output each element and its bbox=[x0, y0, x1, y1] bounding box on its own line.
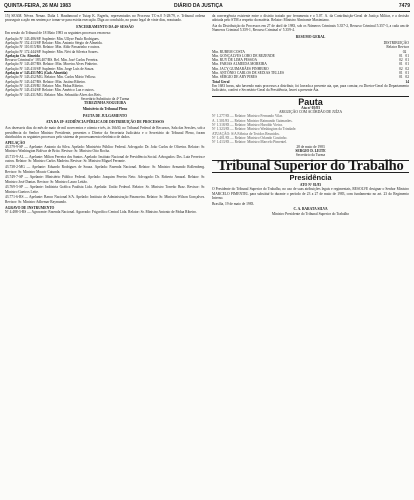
row-name: Min. JACY GUIMARÃES PINHEIRO bbox=[212, 66, 269, 71]
summary-heading: RESUMO GERAL bbox=[295, 34, 326, 39]
section-heading: Ministério do Tribunal Pleno bbox=[82, 107, 128, 112]
subsection-heading: Apelação Cív. Almeida bbox=[5, 53, 40, 58]
subsection-heading: Apelação nº 143.451/MG (Gab. Almeida) bbox=[5, 71, 68, 76]
row-name: Min. SÉRGIO DE ARY PIRES bbox=[212, 75, 258, 80]
row-name: Min. ANTÔNIO CARLOS DE SEIXAS TELLES bbox=[212, 71, 285, 76]
pauta-subheading: Ata nº 05/83 bbox=[301, 105, 320, 110]
row-values: 02 01 bbox=[399, 58, 409, 63]
left-column bbox=[5, 14, 205, 216]
right-column bbox=[212, 14, 409, 216]
subsection-heading: AGRAVO DE INSTRUMENTO bbox=[5, 205, 55, 210]
appeal-entry: 43.715-9-AL — Apelante: Milton Ferreira dos Santos. Apelado: Instituto Nacional de Previdência Social. Advogados: Drs. Luiz Ferreira e outros. Relator: Sr. Ministro Carlos Madeira. Revisor: Sr. Ministro Miguel Ferrante. bbox=[5, 155, 205, 164]
section-heading: PAUTA DE JULGAMENTO bbox=[82, 113, 128, 118]
entry-line: Apelação Nº 143.431/MG. Relator: Min. Sebastião Alves dos Reis. bbox=[5, 92, 102, 97]
appeal-entry: 43.579-9-SP — Apelante: Antonio da Silva. Apelado: Ministério Público Federal. Advogado: Dr. João Carlos de Oliveira. Relator: Sr. Ministro Washington Bolívar de Brito. Revisor: Sr. Ministro Otto Rocha. bbox=[5, 145, 205, 154]
pauta-date: 28 de maio de 1983 bbox=[296, 144, 325, 149]
table-header: DISTRIBUIÇÃO bbox=[383, 40, 409, 45]
entry-line: Recurso Criminal nº 183.407/RS. Rel. Min. José Carlos Ferreira. bbox=[5, 58, 99, 63]
entry-line: Apelação Nº 143.486/SP. Suplente: Min. Ullyse Paulo Rodrigues. bbox=[5, 36, 100, 41]
signature-name: TEREZINHA NOGUEIRA bbox=[83, 101, 127, 106]
signature-title: Ministro Presidente do Tribunal Superior do Trabalho bbox=[271, 211, 350, 216]
header-title: DIÁRIO DA JUSTIÇA bbox=[174, 3, 223, 9]
entry-line: Apelação Nº 143.407/RS. Relator: Min. Moreira Alves Pinheiro. bbox=[5, 62, 98, 67]
row-values: 02 02 bbox=[399, 66, 409, 71]
row-values: 01 01 bbox=[399, 53, 409, 58]
row-name: Min. RUY DE LIMA PESSOA bbox=[212, 58, 258, 63]
row-values: 01 01 bbox=[399, 71, 409, 76]
session-paragraph: Em sessão do Tribunal de 18 Maio 1983 os seguintes processos em mesa: bbox=[5, 30, 111, 35]
header-page-number: 7479 bbox=[398, 3, 410, 9]
pauta-entry: A. 1.301/83 — Relator: Ministro Raimundo Guimarães. bbox=[212, 118, 293, 123]
minutes-paragraph: Aos dezesseis dias do mês de maio de mil novecentos e oitenta e três, às 16h30, no Tribunal Federal de Recursos, Sala das Sessões, sob a presidência do Senhor Ministro Presidente, presentes o Diretor da Secretaria Judiciária e o Secretário do Tribunal Pleno, foram distribuídos os seguintes processos pelo sistema de processamento eletrônico de dados. bbox=[5, 126, 205, 139]
entry-line: Apelação Nº 143.434/SP. Relator: Min. Américo Luz e outros. bbox=[5, 88, 95, 93]
signature-title: Secretário Substituto da 4ª Turma bbox=[80, 96, 130, 101]
act-date: Brasília, 19 de maio de 1983. bbox=[212, 201, 255, 206]
pauta-entry: Nº 1.323/83 — Relator: Ministro Washington da Trindade. bbox=[212, 127, 297, 132]
entry-line: Apelação Nº 152.413/SP. Relator: Min. Antonio Sérgio de Almeida. bbox=[5, 40, 103, 45]
closing-paragraph: Em 1683 horas, não havendo mais processos a distribuir, foi lavrada a presente ata, que, para constar, eu Diretor-Geral do Departamento Judiciário, conferi e Secretário-Geral da Presidência, lavrei a presente Ata. bbox=[212, 83, 409, 93]
signature-title: Secretário da Turma bbox=[295, 153, 326, 158]
appeal-entry: 43.749-7-SP — Apelante: Ministério Público Federal. Apelado: Joaquim Pereira Neto. Advogado: Dr. Roberto Amaral. Relator: Sr. Ministro José Dantas. Revisor: Sr. Ministro Lauro Leitão. bbox=[5, 175, 205, 184]
distribution-table bbox=[212, 50, 409, 80]
row-values: 02 bbox=[402, 49, 407, 54]
act-paragraph: O Presidente do Tribunal Superior do Trabalho, no uso de suas atribuições legais e regimentais, RESOLVE designar o Senhor Ministro MARCELO PIMENTEL para substituí-lo durante o período de 23 a 27 de maio de 1983, com fundamento no art. 23 do Regimento Interno. bbox=[212, 187, 409, 200]
header-date: QUINTA-FEIRA, 26 MAI 1983 bbox=[4, 3, 71, 9]
entry-line: Apelação Nº 143.410/SP. Suplente: Min. Jorge Luís de Souza. bbox=[5, 66, 95, 71]
signature-name: C. A. BARATA SILVA bbox=[293, 207, 328, 212]
pauta-entry: ATUAÇÃO: S/A Fábrica de Tecidos Reunidos. bbox=[212, 131, 280, 136]
table-subheader: Relator Revisor bbox=[386, 45, 409, 50]
subsection-heading: APELAÇÃO bbox=[5, 140, 26, 145]
pauta-heading: Pauta bbox=[298, 96, 323, 107]
entry-line: Apelação Nº 143.447/RS. Relator: Min. Justino Ribeiro. bbox=[5, 79, 86, 84]
page-header bbox=[4, 2, 410, 12]
pauta-entry: Nº 1.401/83 — Relator: Ministro Orlando Coutinho. bbox=[212, 135, 288, 140]
pauta-subheading: ARGUIÇÃO COM ACÓRDÃO DE JUÍZA bbox=[278, 110, 343, 115]
pauta-entry: Nº 1.277/83 — Relator: Ministro Fernando Vilar. bbox=[212, 114, 283, 119]
act-number: ATO Nº 81/83 bbox=[299, 183, 322, 187]
presidencia-heading: Presidência bbox=[289, 172, 332, 182]
pauta-entry: Nº 1.413/83 — Relator: Ministro Marcelo Pimentel. bbox=[212, 140, 287, 145]
agravo-entry: Nº 4.488-3-RS — Agravante: Fazenda Nacional. Agravado: Frigorífico Central Ltda. Relator: Sr. Ministro Antonio de Pádua Ribeiro. bbox=[5, 209, 197, 214]
section-heading: ATA DA 18ª AUDIÊNCIA PÚBLICA DE DISTRIBUIÇÃO DE PROCESSOS bbox=[45, 120, 165, 125]
total-label: Total Geral bbox=[212, 79, 230, 84]
signature-name: SERGIO D. LEITE bbox=[295, 148, 326, 153]
pauta-entry: Nº 1.318/83 — Relator: Ministro Haroldo Vieira. bbox=[212, 123, 283, 128]
appeal-entry: 43.738-2-MG — Apelante: Eduardo Rodrigues de Souza. Apelada: Fazenda Nacional. Relator: Sr. Ministro Armando Rollemberg. Revisor: Sr. Ministro Moacir Catunda. bbox=[5, 165, 205, 174]
row-name: Min. GONÇALVES LOBO DE REZENDE bbox=[212, 53, 275, 58]
row-values: 01 02 bbox=[399, 75, 409, 80]
distribution-paragraph: Ata da Distribuição do Processos em 27 de abril de 1983, sob os Números Criminais 5.357-2, Recurso Criminal 5.357-3, a cada um de Numeros Criminal 5.359-1, Recurso Criminal nº 5.359-4. bbox=[212, 24, 409, 33]
intro-paragraph: 15) SEAM. Névea. Nenao. Dalia I. Hauthmoud e Tuiap K. Fagerlu, representados no Processo TC-n.0 5-28/79, e. Tribunal ordena prosseguir a ação em sentença e tornar-se para estrita execução. Diga ao concluído, no prazo legal de vinte dias, reautuado. bbox=[5, 14, 205, 23]
appeal-entry: 43.769-5-SP — Apelante: Indústria Gráfica Paulista Ltda. Apelada: União Federal. Relator: Sr. Ministro Torreão Braz. Revisor: Sr. Ministro Gueiros Leite. bbox=[5, 185, 205, 194]
entry-line: Apelação Nº 172.444/SP. Suplente: Min. Néri da Silveira Soares. bbox=[5, 49, 99, 54]
appeal-entry: 43.771-6-RS — Apelante: Banco Nacional S/A. Apelado: Instituto de Administração Financeira. Relator: Sr. Ministro Wilson Gonçalves. Revisor: Sr. Ministro Adhemar Raymundo. bbox=[5, 195, 205, 204]
entry-line: Apelação Nº 143.439/RJ. Relator: Min. Pádua Ribeiro. bbox=[5, 83, 84, 88]
total-value: 14 bbox=[405, 79, 409, 84]
section-heading: ENCERRAMENTO DA 40ª SESSÃO bbox=[76, 24, 134, 29]
entry-line: Apelação Nº 110.015/RS. Relator: Min. Aldir Passarinho e outros. bbox=[5, 45, 101, 50]
tribunal-title: Tribunal Superior do Trabalho bbox=[217, 158, 404, 175]
continued-paragraph: da convergência existente entre o distrito tratado por ferramenta e o 5.07. A. da Contribuição-Geral de Justiça Militar, e a decisão adotada pelo STM a respeito da matéria. Relator: Ministro Almirante Maximiano. bbox=[212, 14, 409, 23]
entry-line: Apelação Nº 143.452/MG. Relator: Min. Carlos Mário Velloso. bbox=[5, 75, 97, 80]
row-name: Min. FARIAS ALMEIDA MOREIRA bbox=[212, 62, 267, 67]
row-values: 01 01 bbox=[399, 62, 409, 67]
row-name: Min. RUBEM COSTA bbox=[212, 49, 245, 54]
